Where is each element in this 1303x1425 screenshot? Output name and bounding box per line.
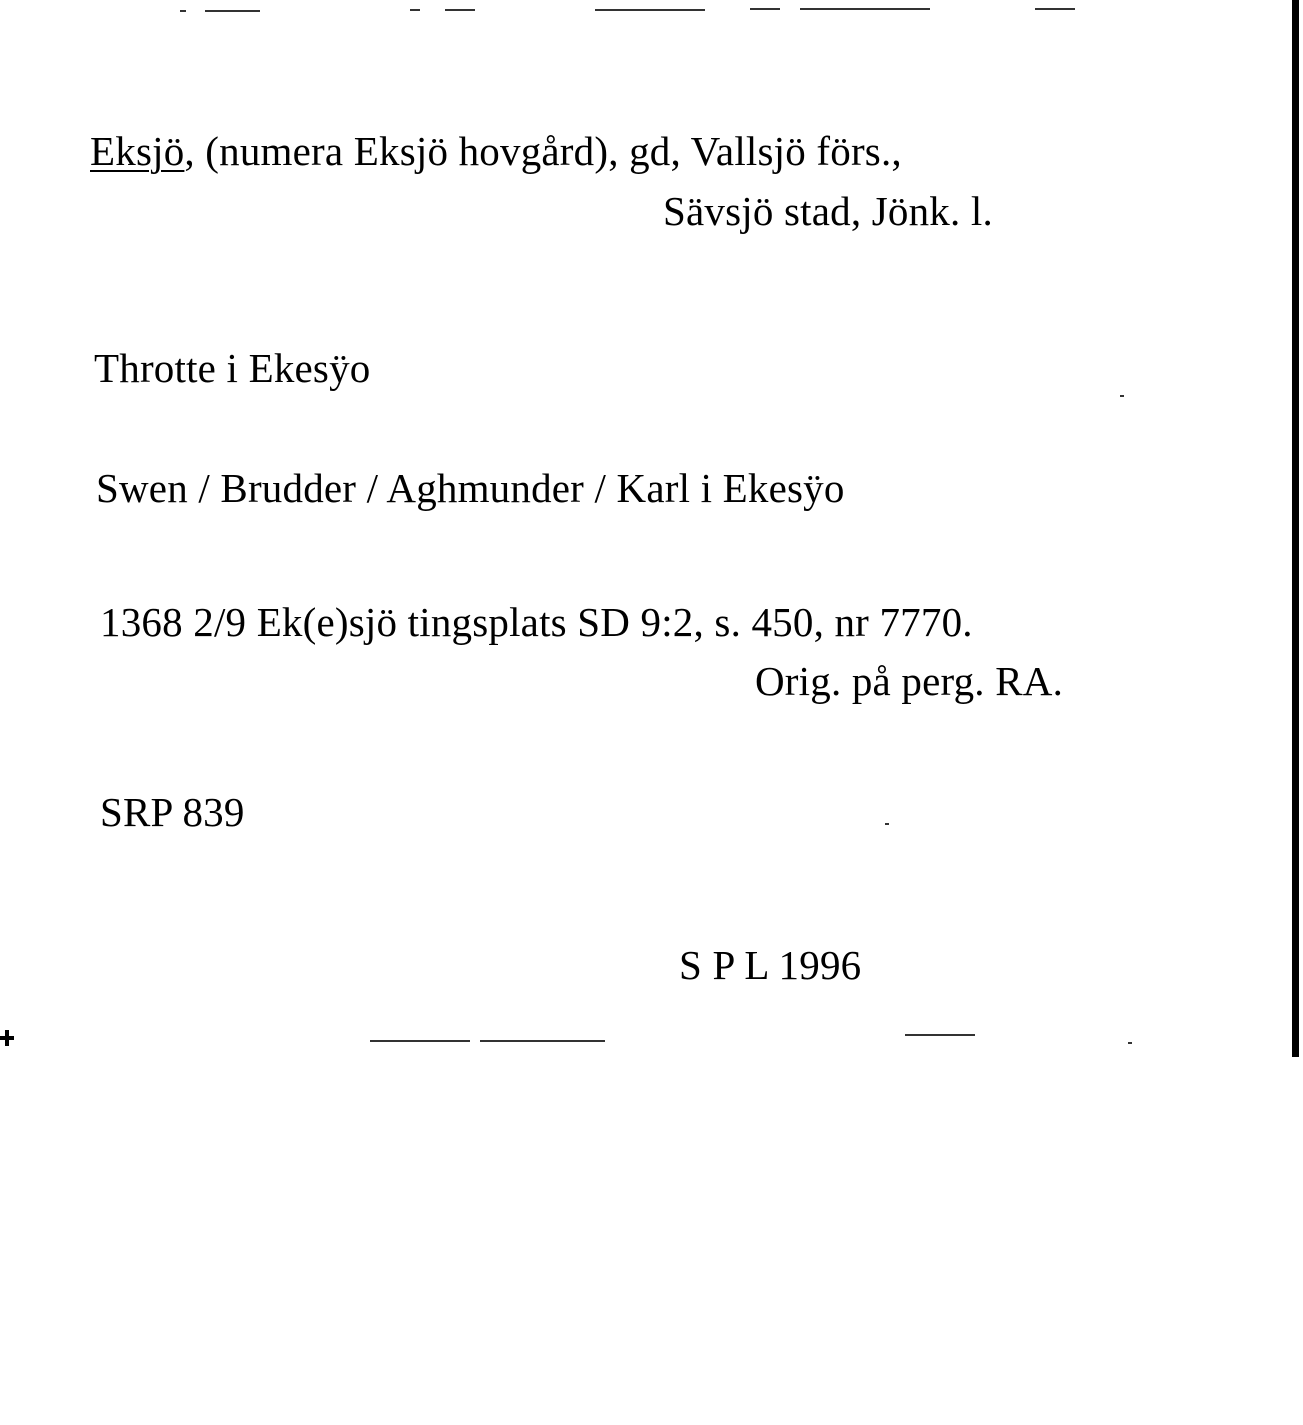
scan-speck bbox=[595, 9, 705, 11]
scan-speck bbox=[800, 8, 930, 10]
scan-speck bbox=[1128, 1042, 1132, 1044]
attested-form-1: Throtte i Ekesÿo bbox=[94, 345, 371, 391]
scan-speck bbox=[750, 8, 780, 10]
scan-speck bbox=[205, 10, 260, 12]
card-corner-mark-vertical bbox=[5, 1030, 9, 1046]
scan-speck bbox=[410, 9, 420, 11]
scan-speck bbox=[1035, 8, 1075, 10]
scan-speck bbox=[1120, 395, 1124, 397]
headword: Eksjö bbox=[90, 128, 185, 174]
source-citation: 1368 2/9 Ek(e)sjö tingsplats SD 9:2, s. 450, nr 7770. bbox=[100, 599, 973, 645]
signature: S P L 1996 bbox=[679, 942, 862, 988]
scan-speck bbox=[370, 1040, 470, 1042]
scan-speck bbox=[445, 9, 475, 11]
entry-location: Sävsjö stad, Jönk. l. bbox=[663, 188, 993, 234]
scan-speck bbox=[480, 1040, 605, 1042]
scan-speck bbox=[180, 10, 186, 12]
entry-heading-line bbox=[90, 128, 902, 174]
entry-description: , (numera Eksjö hovgård), gd, Vallsjö förs., bbox=[184, 128, 902, 174]
reference-code: SRP 839 bbox=[100, 789, 245, 835]
card-right-edge bbox=[1292, 0, 1299, 1057]
scan-speck bbox=[885, 823, 889, 825]
scan-speck bbox=[905, 1034, 975, 1036]
attested-form-2: Swen / Brudder / Aghmunder / Karl i Ekesÿo bbox=[96, 465, 845, 511]
source-original: Orig. på perg. RA. bbox=[755, 658, 1064, 704]
